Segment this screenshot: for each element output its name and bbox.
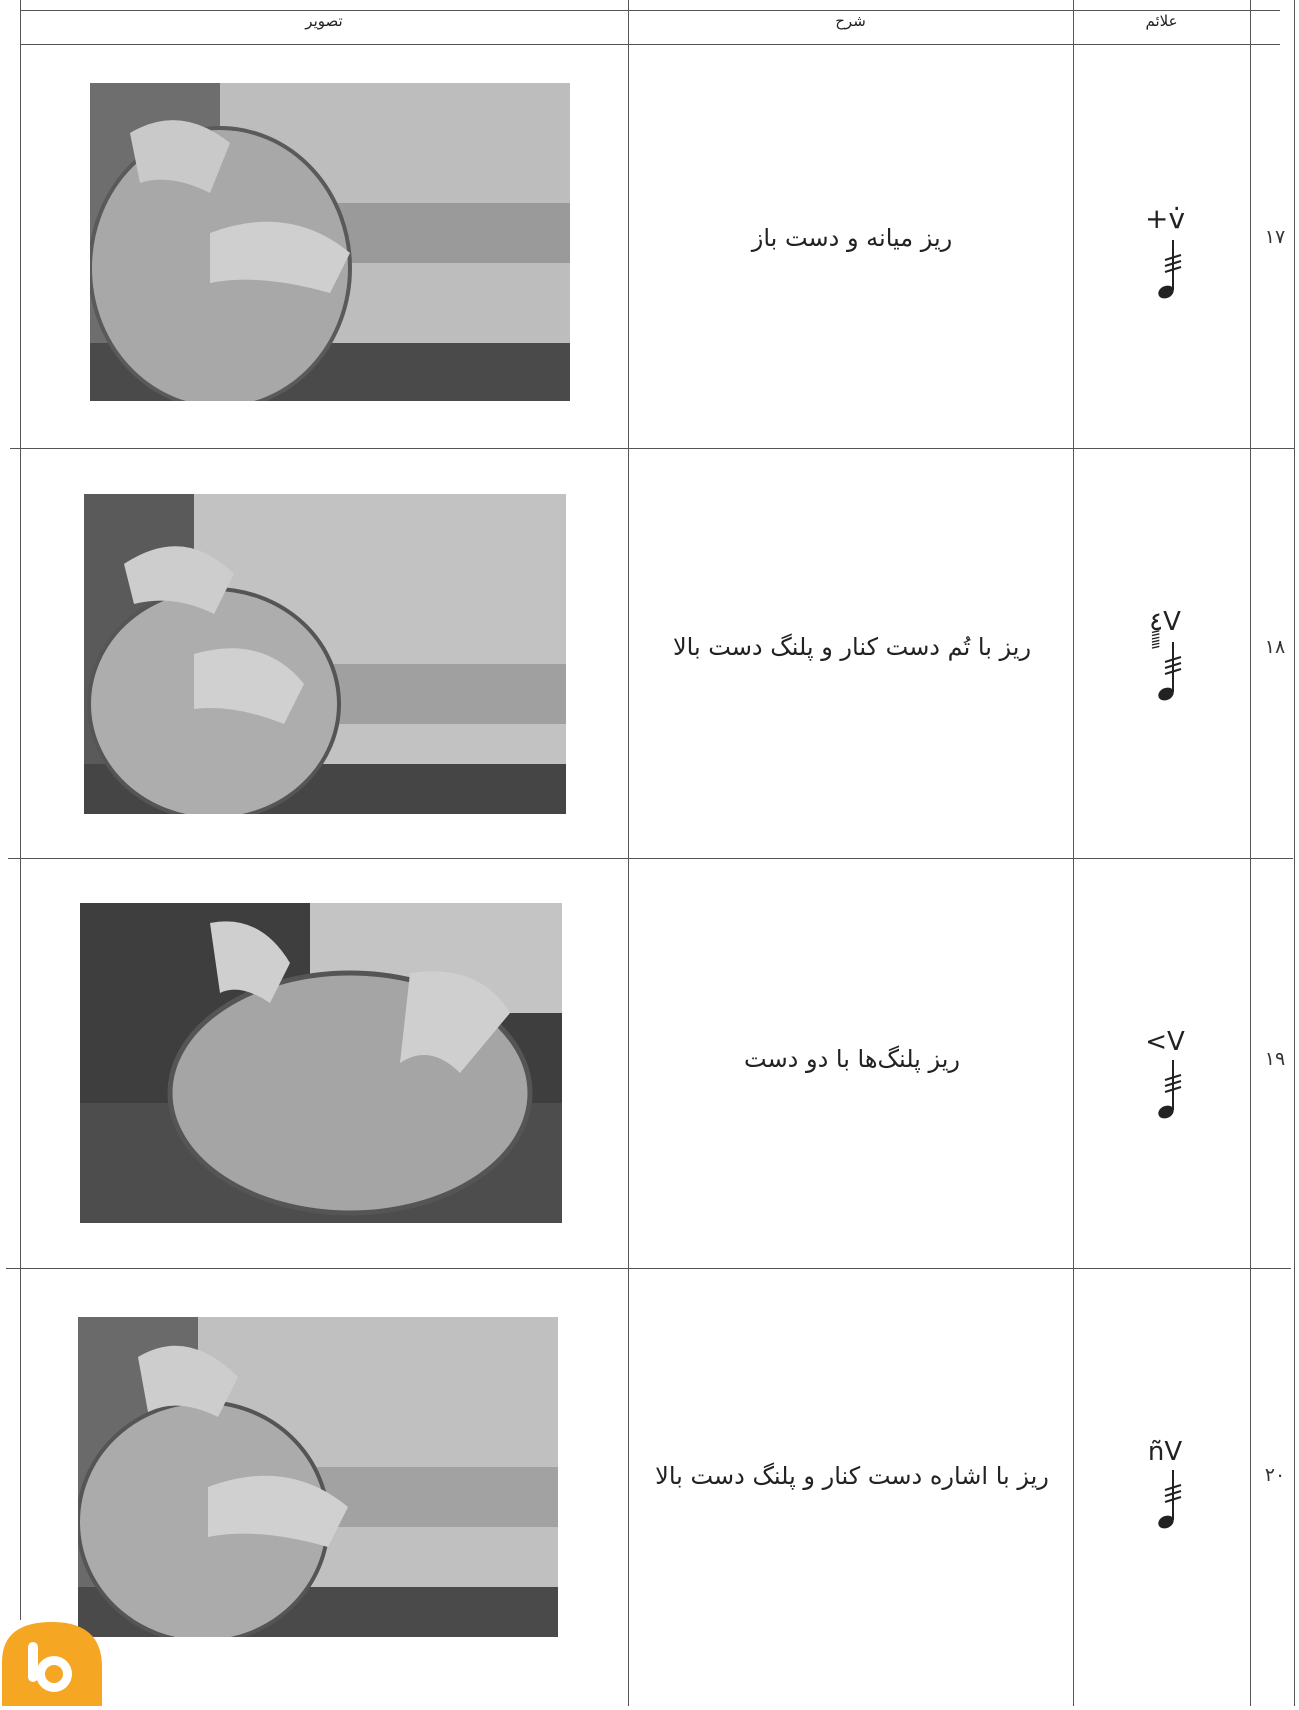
header-top-border — [20, 10, 1280, 11]
col-border-left — [20, 0, 21, 1620]
header-bottom-border — [20, 44, 1280, 45]
symbol-mark-20: ñV — [1147, 1437, 1183, 1467]
row-description-18: ریز با تُم دست کنار و پلنگ دست بالا — [672, 633, 1032, 661]
symbol-mark-19: <V — [1145, 1027, 1185, 1057]
notation-symbol-19 — [1125, 1020, 1205, 1130]
notation-symbol-17 — [1125, 200, 1205, 310]
col-border-right — [1294, 0, 1295, 1706]
row-divider-3 — [6, 1268, 1291, 1269]
row-number-19: ۱۹ — [1264, 1048, 1286, 1070]
col-border-image-desc — [628, 0, 629, 1706]
brand-logo-icon — [2, 1622, 102, 1706]
frame-drum-photo-20 — [78, 1317, 558, 1637]
row-number-20: ۲۰ — [1264, 1464, 1286, 1486]
col-border-symbol-number — [1250, 0, 1251, 1706]
symbol-mark-17: +v̇ — [1144, 202, 1186, 235]
row-description-20: ریز با اشاره دست کنار و پلنگ دست بالا — [655, 1462, 1049, 1490]
row-description-17: ریز میانه و دست باز — [751, 224, 953, 252]
row-divider-2 — [8, 858, 1293, 859]
header-image-col: تصویر — [305, 12, 343, 30]
header-description-col: شرح — [835, 12, 866, 30]
row-description-19: ریز پلنگ‌ها با دو دست — [744, 1045, 960, 1073]
col-border-desc-symbol — [1073, 0, 1074, 1706]
row-number-18: ۱۸ — [1264, 636, 1286, 658]
frame-drum-photo-19 — [80, 903, 562, 1223]
notation-symbol-18 — [1125, 602, 1205, 712]
symbol-mark-18: ٍٍٍ٤V — [1149, 607, 1181, 637]
frame-drum-photo-18 — [84, 494, 566, 814]
row-divider-1 — [10, 448, 1295, 449]
header-symbols-col: علائم — [1145, 12, 1178, 30]
notation-symbol-20 — [1125, 1430, 1205, 1540]
row-number-17: ۱۷ — [1264, 226, 1286, 248]
frame-drum-photo-17 — [90, 83, 570, 401]
